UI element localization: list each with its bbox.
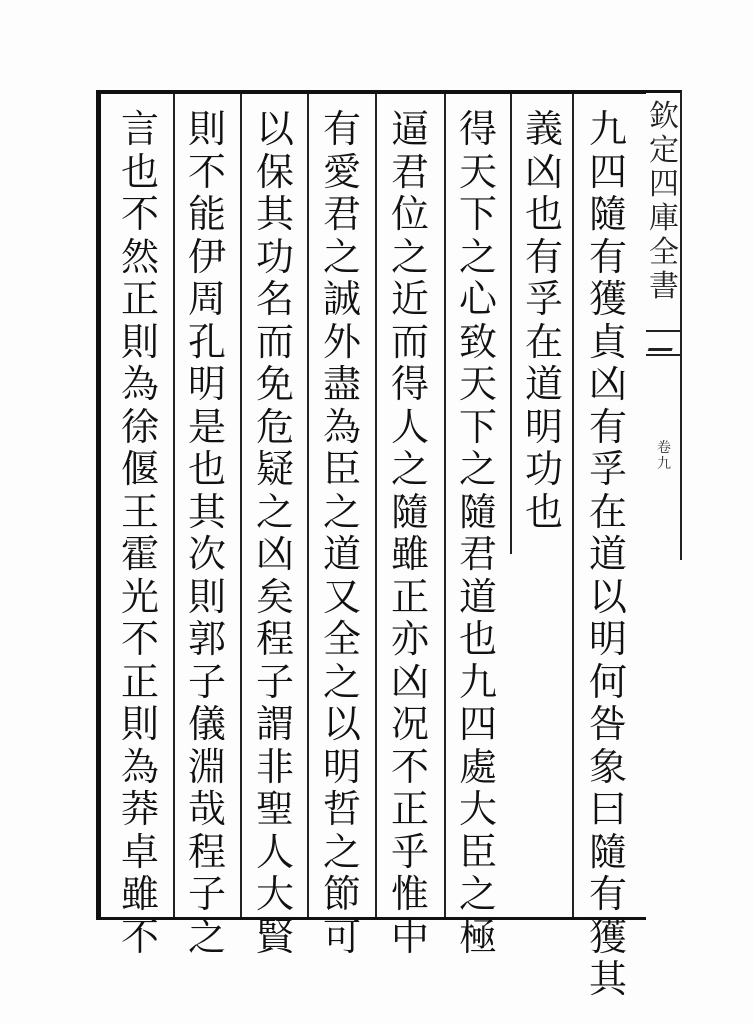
text-column-3: 得天下之心致天下之隨君道也九四處大臣之極	[458, 107, 497, 959]
column-rule	[375, 94, 377, 917]
text-column-1: 九四隨有獲貞凶有孚在道以明何咎象曰隨有獲其	[588, 107, 627, 1001]
fish-tail-mark	[646, 330, 682, 356]
margin-title: 欽定四庫全書	[649, 99, 679, 304]
text-column-5: 有愛君之誠外盡為臣之道又全之以明哲之節可	[322, 107, 361, 959]
text-column-7: 則不能伊周孔明是也其次則郭子儀淵哉程子之	[187, 107, 226, 959]
column-rule	[572, 94, 574, 917]
text-column-4: 逼君位之近而得人之隨雖正亦凶况不正乎惟中	[390, 107, 429, 959]
column-rule	[444, 94, 446, 917]
column-rule	[510, 94, 512, 554]
text-column-2: 義凶也有孚在道明功也	[524, 107, 563, 534]
margin-volume: 卷九	[657, 440, 671, 472]
text-column-6: 以保其功名而免危疑之凶矣程子謂非聖人大賢	[255, 107, 294, 959]
column-rule	[173, 94, 175, 917]
column-rule	[307, 94, 309, 917]
text-column-8: 言也不然正則為徐偃王霍光不正則為莽卓雖不	[120, 107, 159, 959]
column-rule	[240, 94, 242, 917]
